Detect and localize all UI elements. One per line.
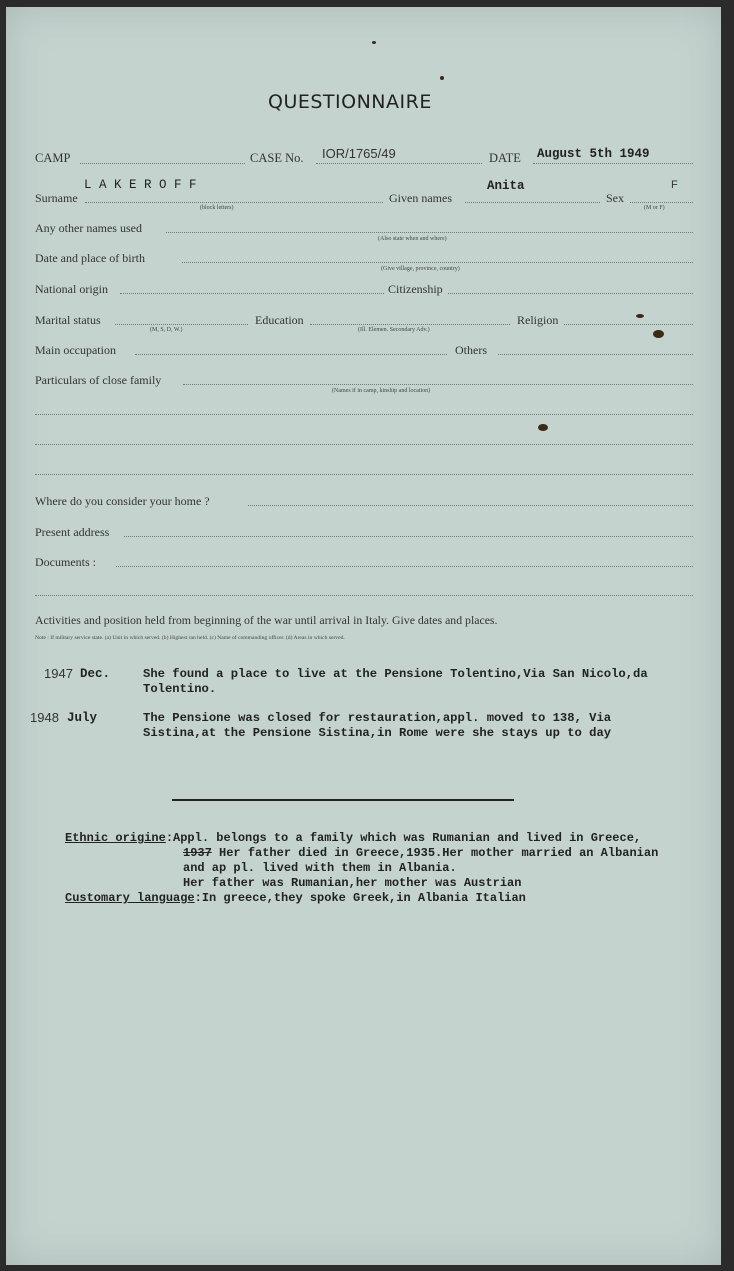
education-label: Education xyxy=(255,313,304,327)
date-value: August 5th 1949 xyxy=(537,147,650,161)
close-family-label: Particulars of close family xyxy=(35,373,162,387)
entry-text-line: She found a place to live at the Pensione Tolentino,Via San Nicolo,da xyxy=(143,667,648,681)
ethnic-origin-line: Her father was Rumanian,her mother was Austrian xyxy=(183,876,522,890)
sex-value: F xyxy=(671,179,678,191)
other-names-hint: (Also state when and where) xyxy=(378,236,447,242)
entry-year: 1947 xyxy=(44,666,73,681)
ethnic-origin-line: 1937 Her father died in Greece,1935.Her mother married an Albanian xyxy=(183,846,659,860)
marital-status-label: Marital status xyxy=(35,313,101,327)
ethnic-origin-line: and ap pl. lived with them in Albania. xyxy=(183,861,457,875)
ethnic-origin-label: Ethnic origine:Appl. belongs to a family which was Rumanian and lived in Greece, xyxy=(65,831,642,845)
given-names-value: Anita xyxy=(487,179,525,193)
main-occupation-label: Main occupation xyxy=(35,343,116,357)
date-label: DATE xyxy=(489,151,521,165)
home-label: Where do you consider your home ? xyxy=(35,494,210,508)
ink-speck xyxy=(440,76,444,80)
education-hint: (Ill. Elemen. Secondary Adv.) xyxy=(358,327,430,333)
m-or-f-hint: (M or F) xyxy=(644,205,665,211)
separator-rule xyxy=(172,799,514,801)
case-no-label: CASE No. xyxy=(250,151,304,165)
national-origin-label: National origin xyxy=(35,282,108,296)
marital-hint: (M, S, D, W.) xyxy=(150,327,183,333)
surname-label: Surname xyxy=(35,191,78,205)
sex-label: Sex xyxy=(606,191,624,205)
birth-label: Date and place of birth xyxy=(35,251,145,265)
present-address-label: Present address xyxy=(35,525,110,539)
form-title: QUESTIONNAIRE xyxy=(268,91,432,113)
entry-text-line: Sistina,at the Pensione Sistina,in Rome were she stays up to day xyxy=(143,726,612,740)
given-names-label: Given names xyxy=(389,191,452,205)
entry-month: July xyxy=(67,711,98,725)
entry-text-line: Tolentino. xyxy=(143,682,217,696)
camp-label: CAMP xyxy=(35,151,71,165)
close-family-hint: (Names if in camp, kinship and location) xyxy=(332,388,431,394)
case-no-value: IOR/1765/49 xyxy=(322,146,396,161)
ink-stain xyxy=(636,314,644,318)
entry-month: Dec. xyxy=(80,667,111,681)
entry-year: 1948 xyxy=(30,710,59,725)
religion-label: Religion xyxy=(517,313,559,327)
block-letters-hint: (block letters) xyxy=(200,205,234,211)
birth-hint: (Give village, province, country) xyxy=(381,266,460,272)
citizenship-label: Citizenship xyxy=(388,282,443,296)
ink-speck xyxy=(372,41,376,44)
other-names-label: Any other names used xyxy=(35,221,142,235)
activities-note: Note : If military service state. (a) Unit in which served. (b) Highest ran held. (c) Name of commanding officer. (d) Areas in which served. xyxy=(35,635,345,641)
surname-value: L A K E R O F F xyxy=(84,178,197,192)
ink-stain xyxy=(653,330,664,338)
ink-stain xyxy=(538,424,548,431)
customary-language-label: Customary language:In greece,they spoke Greek,in Albania Italian xyxy=(65,891,526,905)
entry-text-line: The Pensione was closed for restauration,appl. moved to 138, Via xyxy=(143,711,612,725)
others-label: Others xyxy=(455,343,487,357)
activities-label: Activities and position held from beginning of the war until arrival in Italy. Give dates and places. xyxy=(35,613,498,627)
documents-label: Documents : xyxy=(35,555,96,569)
